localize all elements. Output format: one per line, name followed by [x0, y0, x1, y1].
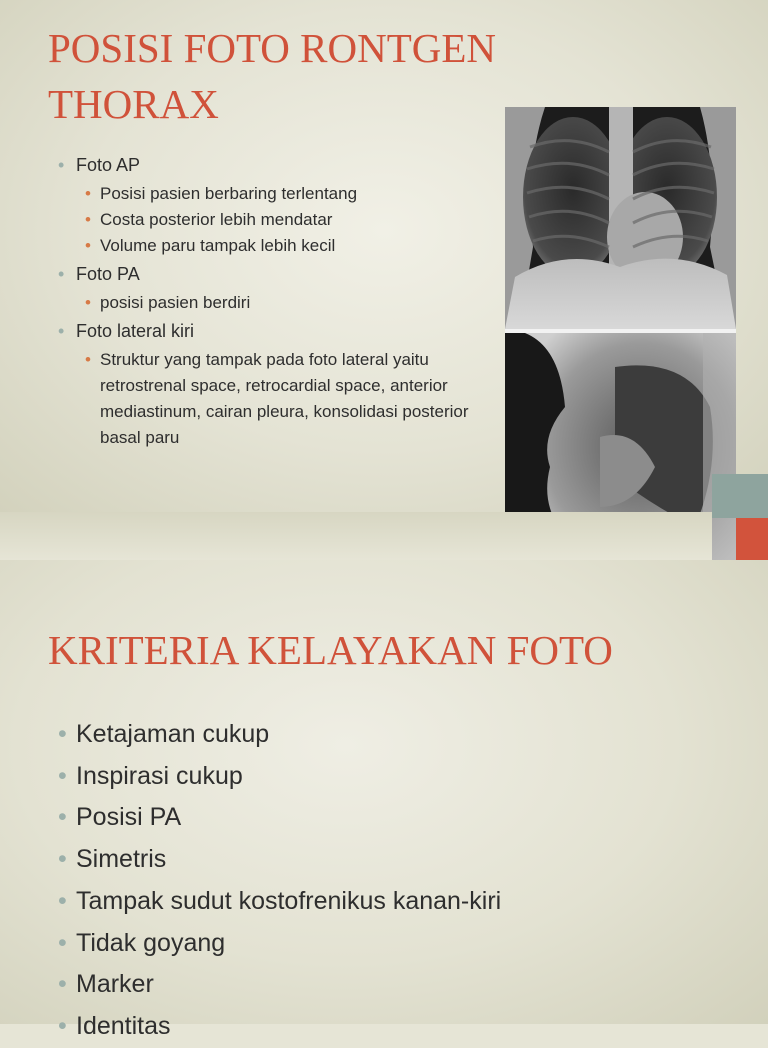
slide-title: KRITERIA KELAYAKAN FOTO: [48, 627, 613, 673]
sub-list-item: • Volume paru tampak lebih kecil: [48, 233, 498, 259]
list-item: • Identitas: [48, 1006, 688, 1048]
list-item: • Posisi PA: [48, 797, 688, 839]
slide-gap: [0, 512, 712, 560]
bullet-list: [48, 150, 498, 451]
list-item: • Tampak sudut kostofrenikus kanan-kiri: [48, 881, 688, 923]
sub-list-item: • posisi pasien berdiri: [48, 290, 498, 316]
chest-xray-image: [505, 107, 736, 560]
list-item: • Marker: [48, 964, 688, 1006]
list-item: • Ketajaman cukup: [48, 714, 688, 756]
sub-list-item: • Struktur yang tampak pada foto lateral yaitu retrostrenal space, retrocardial space, anterior mediastinum, cairan pleura, konsolidasi posterior basal paru: [48, 347, 498, 451]
list-item-foto-lateral: • Foto lateral kiri: [48, 316, 498, 347]
bullet-list: [48, 714, 688, 1048]
list-item-foto-ap: • Foto AP: [48, 150, 498, 181]
chest-xray-icon: [505, 107, 736, 560]
list-item: • Tidak goyang: [48, 923, 688, 965]
list-item: • Simetris: [48, 839, 688, 881]
list-item-foto-pa: • Foto PA: [48, 259, 498, 290]
list-item: • Inspirasi cukup: [48, 756, 688, 798]
slide-title: POSISI FOTO RONTGEN THORAX: [48, 25, 497, 127]
slide-kriteria: [0, 560, 768, 1040]
sub-list-item: • Posisi pasien berbaring terlentang: [48, 181, 498, 207]
accent-block: [712, 474, 768, 518]
slide-posisi-foto: [0, 0, 768, 512]
sub-list-item: • Costa posterior lebih mendatar: [48, 207, 498, 233]
